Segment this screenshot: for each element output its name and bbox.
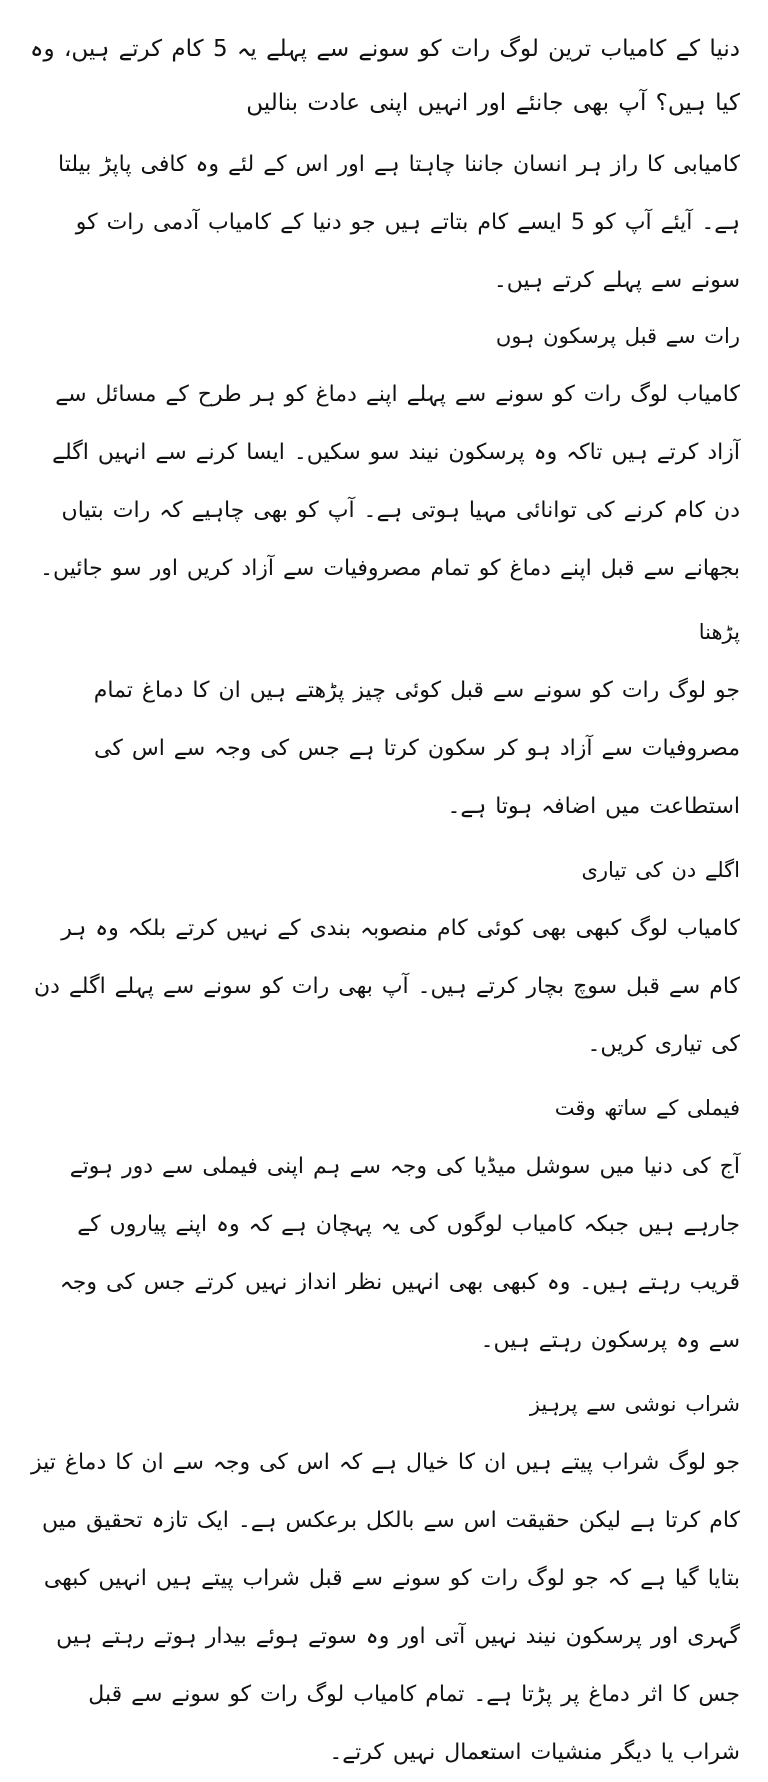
article-title: دنیا کے کامیاب ترین لوگ رات کو سونے سے پہلے یہ 5 کام کرتے ہیں، وہ کیا ہیں؟ آپ بھی جانئے اور انہیں اپنی عادت بنالیں (30, 36, 740, 116)
section-heading: فیملی کے ساتھ وقت (554, 1096, 740, 1120)
section-body: آج کی دنیا میں سوشل میڈیا کی وجہ سے ہم اپنی فیملی سے دور ہوتے جارہے ہیں جبکہ کامیاب لوگوں کی یہ پہچان ہے کہ وہ اپنے پیاروں کے قریب رہتے ہیں۔ وہ کبھی بھی انہیں نظر انداز نہیں کرتے جس کی وجہ سے وہ پرسکون رہتے ہیں۔ (59, 1154, 740, 1353)
section-heading: رات سے قبل پرسکون ہوں (495, 324, 740, 348)
section-body: کامیاب لوگ رات کو سونے سے پہلے اپنے دماغ کو ہر طرح کے مسائل سے آزاد کرتے ہیں تاکہ وہ پرسکون نیند سو سکیں۔ ایسا کرنے سے انہیں اگلے دن کام کرنے کی توانائی مہیا ہوتی ہے۔ آپ کو بھی چاہیے کہ رات بتیاں بجھانے سے قبل اپنے دماغ کو تمام مصروفیات سے آزاد کریں اور سو جائیں۔ (40, 382, 740, 581)
section-family-time (28, 1088, 740, 1370)
section-reading (28, 612, 740, 836)
section-body: کامیاب لوگ کبھی بھی کوئی کام منصوبہ بندی کے نہیں کرتے بلکہ وہ ہر کام سے قبل سوچ بچار کرتے ہیں۔ آپ بھی رات کو سونے سے پہلے اگلے دن کی تیاری کریں۔ (33, 916, 740, 1057)
section-body: جو لوگ رات کو سونے سے قبل کوئی چیز پڑھتے ہیں ان کا دماغ تمام مصروفیات سے آزاد ہو کر سکون کرتا ہے جس کی وجہ سے اس کی استطاعت میں اضافہ ہوتا ہے۔ (93, 678, 740, 819)
section-body: جو لوگ شراب پیتے ہیں ان کا خیال ہے کہ اس کی وجہ سے ان کا دماغ تیز کام کرتا ہے لیکن حقیقت اس سے بالکل برعکس ہے۔ ایک تازہ تحقیق میں بتایا گیا ہے کہ جو لوگ رات کو سونے سے قبل شراب پیتے ہیں انہیں کبھی گہری اور پرسکون نیند نہیں آتی اور وہ سوتے ہوئے بیدار ہوتے رہتے ہیں جس کا اثر دماغ پر پڑتا ہے۔ تمام کامیاب لوگ رات کو سونے سے قبل شراب یا دیگر منشیات استعمال نہیں کرتے۔ (30, 1450, 740, 1765)
section-avoid-alcohol (28, 1384, 740, 1782)
section-relax (28, 316, 740, 598)
section-next-day-prep (28, 850, 740, 1074)
section-heading: پڑھنا (698, 620, 740, 644)
section-heading: شراب نوشی سے پرہیز (529, 1392, 740, 1416)
section-heading: اگلے دن کی تیاری (581, 858, 740, 882)
intro-paragraph: کامیابی کا راز ہر انسان جاننا چاہتا ہے اور اس کے لئے وہ کافی پاپڑ بیلتا ہے۔ آیئے آپ کو 5 ایسے کام بتاتے ہیں جو دنیا کے کامیاب آدمی رات کو سونے سے پہلے کرتے ہیں۔ (58, 152, 740, 293)
